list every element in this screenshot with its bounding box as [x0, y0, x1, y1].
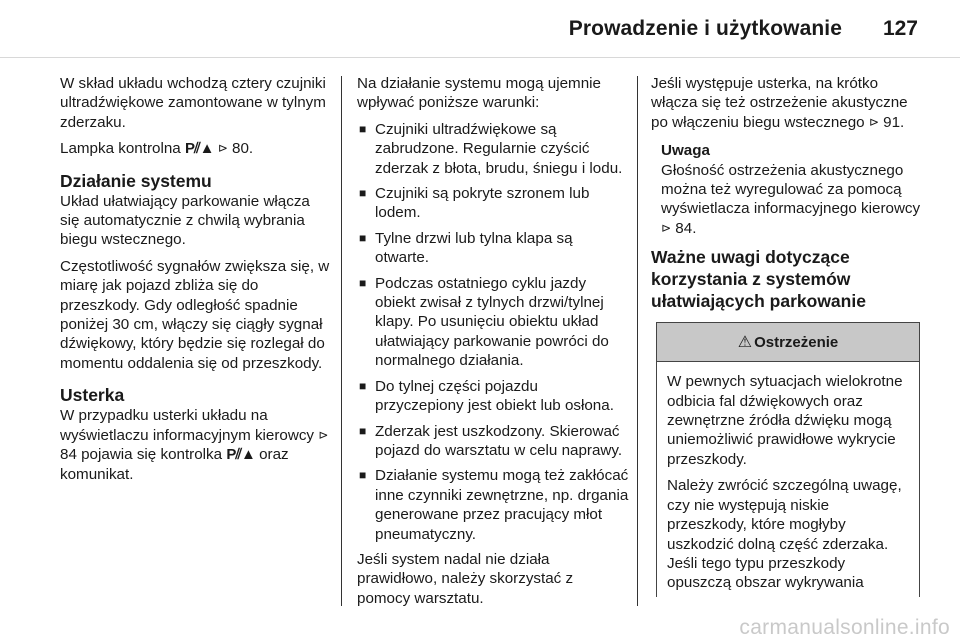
note-text: Głośność ostrzeżenia akustycznego można też wyregulować za pomocą wyświetlacza informacyjnego kierowcy ⊳ 84. — [661, 161, 921, 237]
page-number: 127 — [882, 17, 918, 40]
list-item: ■ Czujniki ultradźwiękowe są zabrudzone. Regularnie czyścić zderzak z błota, brudu, śniegu i lodu. — [359, 120, 623, 177]
paragraph — [60, 406, 332, 484]
section-heading: Działanie systemu — [60, 170, 212, 191]
page-header — [0, 0, 960, 58]
list-item: ■ Tylne drzwi lub tylna klapa są otwarte. — [359, 229, 573, 267]
parking-sensor-icon: P⫽▲ — [184, 140, 214, 158]
note-box — [661, 141, 923, 238]
section-heading: Ważne uwagi dotyczące korzystania z systemów ułatwiających parkowanie — [651, 247, 866, 312]
header-rule — [0, 57, 960, 58]
paragraph: Należy zwrócić szczególną uwagę, czy nie występują niskie przeszkody, które mogłyby uszkodzić dolną część zderzaka. Jeśli tego typu przeszkody opuszczą obszar wykrywania — [667, 477, 902, 592]
paragraph — [651, 74, 923, 132]
page-ref: 91. — [883, 113, 905, 131]
paragraph: Na działanie systemu mogą ujemnie wpływać poniższe warunki: — [357, 75, 601, 112]
warning-header — [657, 323, 919, 362]
paragraph: W pewnych sytuacjach wielokrotne odbicia fal dźwiękowych oraz zewnętrzne źródła dźwięku mogą uniemożliwić prawidłowe wykrycie przeszkody. — [667, 373, 903, 468]
list-item: ■ Czujniki są pokryte szronem lub lodem. — [359, 185, 590, 222]
warning-body — [657, 362, 919, 592]
page-ref-arrow-icon: ⊳ — [868, 114, 879, 129]
bullet-icon: ■ — [359, 423, 367, 438]
bullet-icon: ■ — [359, 378, 367, 393]
list-item: ■ Do tylnej części pojazdu przyczepiony jest obiekt lub osłona. — [359, 377, 614, 415]
bullet-icon: ■ — [359, 468, 367, 483]
paragraph: Układ ułatwiający parkowanie włącza się automatycznie z chwilą wybrania biegu wstecznego. — [60, 192, 310, 249]
text: W przypadku usterki układu na wyświetlaczu informacyjnym kierowcy — [60, 407, 319, 444]
column-2 — [357, 74, 629, 615]
text: Lampka kontrolna — [60, 140, 185, 158]
column-divider — [341, 76, 342, 606]
warning-triangle-icon: ⚠ — [737, 333, 753, 351]
column-3 — [651, 74, 923, 597]
bullet-icon: ■ — [359, 275, 367, 290]
bullet-icon: ■ — [359, 186, 367, 201]
page-ref-arrow-icon: ⊳ — [661, 220, 672, 235]
parking-sensor-icon: P⫽▲ — [226, 446, 255, 464]
warning-box — [656, 322, 920, 597]
paragraph — [60, 139, 332, 158]
warning-title: Ostrzeżenie — [754, 333, 839, 351]
paragraph: W skład układu wchodzą cztery czujniki ultradźwiękowe zamontowane w tylnym zderzaku. — [60, 75, 326, 131]
bullet-icon: ■ — [359, 121, 367, 136]
paragraph: Jeśli system nadal nie działa prawidłowo, należy skorzystać z pomocy warsztatu. — [357, 550, 574, 607]
column-1 — [60, 74, 332, 491]
text: oraz komunikat. — [60, 446, 289, 483]
paragraph: Częstotliwość sygnałów zwiększa się, w miarę jak pojazd zbliża się do przeszkody. Gdy odległość spadnie poniżej 30 cm, włączy się ciągły sygnał dźwiękowy, który będzie się rozlegał do momentu oddalenia się od przeszkody. — [60, 257, 330, 372]
conditions-list — [357, 120, 629, 544]
page-ref-arrow-icon: ⊳ — [318, 427, 329, 442]
page-title: Prowadzenie i użytkowanie — [568, 17, 842, 40]
page-ref-arrow-icon: ⊳ — [217, 141, 228, 156]
page-ref: 80. — [232, 140, 254, 158]
column-divider — [637, 76, 638, 606]
text: Jeśli występuje usterka, na krótko włącza się też ostrzeżenie akustyczne po włączeniu biegu wstecznego — [651, 75, 908, 131]
list-item: ■ Podczas ostatniego cyklu jazdy obiekt zwisał z tylnych drzwi/tylnej klapy. Po usunięciu obiektu układ ułatwiający parkowanie powróci do normalnego działania. — [359, 274, 609, 370]
list-item: ■ Zderzak jest uszkodzony. Skierować pojazd do warsztatu w celu naprawy. — [359, 422, 623, 459]
section-heading: Usterka — [60, 385, 125, 406]
list-item: ■ Działanie systemu mogą też zakłócać inne czynniki zewnętrzne, np. drgania generowane przez pracujący młot pneumatyczny. — [359, 467, 629, 543]
note-label: Uwaga — [661, 142, 710, 160]
watermark: carmanualsonline.info — [739, 616, 950, 639]
page-ref: 84 pojawia się kontrolka — [60, 446, 223, 464]
page-ref: 84. — [675, 219, 697, 237]
bullet-icon: ■ — [359, 230, 367, 245]
